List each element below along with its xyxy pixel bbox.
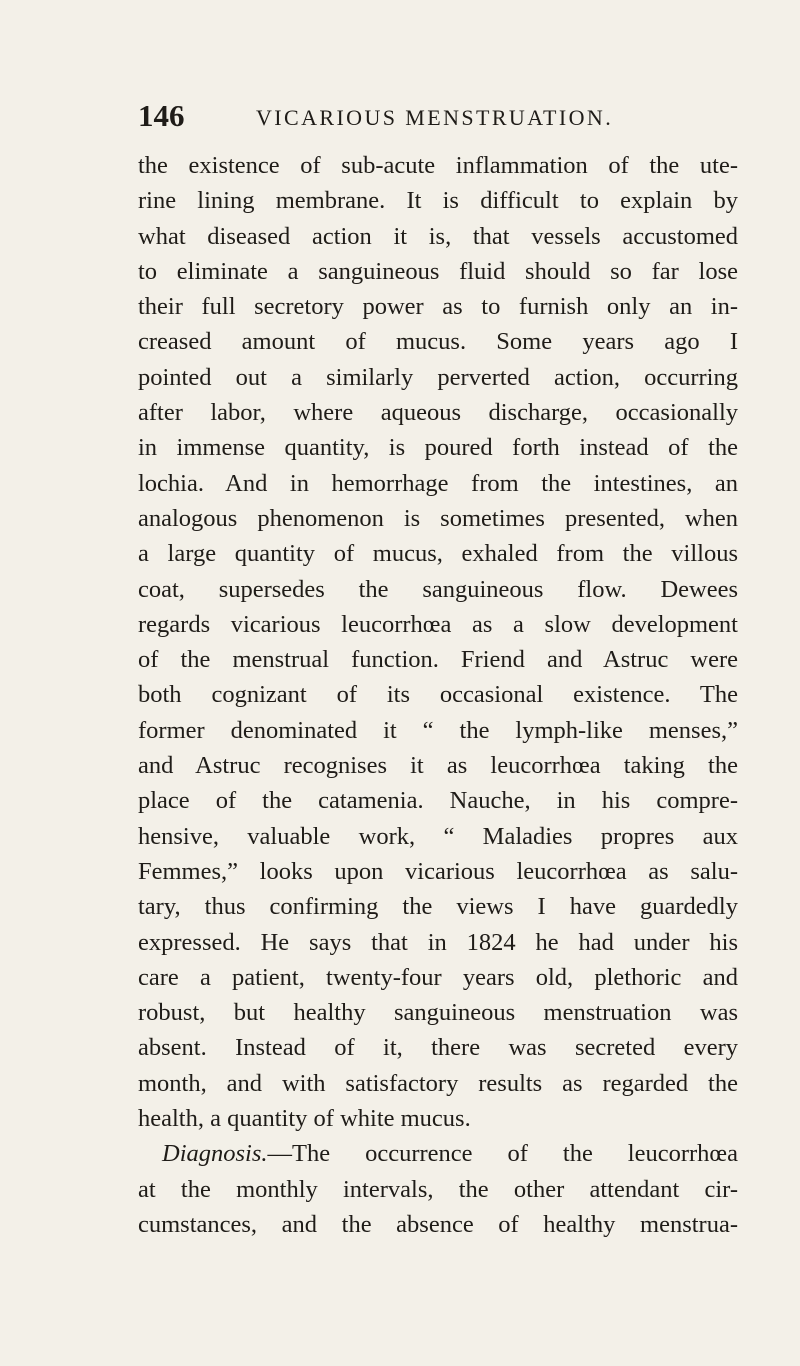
page-number: 146	[138, 98, 185, 133]
text-line: analogous phenomenon is sometimes presented, when	[138, 504, 738, 532]
running-head: VICARIOUS MENSTRUATION.	[256, 105, 614, 130]
text-line: robust, but healthy sanguineous menstruation was	[138, 999, 738, 1027]
text-line: care a patient, twenty-four years old, plethoric and	[138, 963, 738, 991]
text-line: and Astruc recognises it as leucorrhœa taking the	[138, 752, 738, 780]
text-line: cumstances, and the absence of healthy menstrua-	[138, 1210, 738, 1238]
text-line: expressed. He says that in 1824 he had under his	[138, 928, 738, 956]
text-line: both cognizant of its occasional existence. The	[138, 681, 738, 709]
text-line: what diseased action it is, that vessels accustomed	[138, 222, 738, 250]
text-line: at the monthly intervals, the other attendant cir-	[138, 1175, 738, 1203]
text-line: their full secretory power as to furnish only an in-	[138, 293, 738, 321]
text-line: tary, thus confirming the views I have guardedly	[138, 893, 738, 921]
text-line: hensive, valuable work, “ Maladies propres aux	[138, 822, 738, 850]
text-line: regards vicarious leucorrhœa as a slow development	[138, 610, 738, 638]
text-line: absent. Instead of it, there was secreted every	[138, 1034, 738, 1062]
page-header	[138, 96, 738, 136]
text-line: creased amount of mucus. Some years ago I	[138, 328, 738, 356]
text-line: health, a quantity of white mucus.	[138, 1105, 471, 1133]
text-line: after labor, where aqueous discharge, occasionally	[138, 399, 738, 427]
diagnosis-line	[138, 1136, 738, 1171]
text-line: former denominated it “ the lymph-like menses,”	[138, 716, 738, 744]
text-line: coat, supersedes the sanguineous flow. Dewees	[138, 575, 738, 603]
text-line: in immense quantity, is poured forth instead of the	[138, 434, 738, 462]
text-line: rine lining membrane. It is difficult to explain by	[138, 187, 738, 215]
text-line: to eliminate a sanguineous fluid should so far lose	[138, 257, 738, 285]
text-line: the existence of sub-acute inflammation of the ute-	[138, 152, 738, 179]
diagnosis-text: —The occurrence of the leucorrhœa	[267, 1140, 738, 1168]
text-line: lochia. And in hemorrhage from the intestines, an	[138, 469, 738, 497]
diagnosis-heading: Diagnosis.	[162, 1140, 268, 1168]
body-text	[138, 148, 738, 1242]
text-line: place of the catamenia. Nauche, in his compre-	[138, 787, 738, 815]
text-line: of the menstrual function. Friend and Astruc were	[138, 646, 738, 674]
text-line: a large quantity of mucus, exhaled from the villous	[138, 540, 738, 568]
text-line: month, and with satisfactory results as regarded the	[138, 1069, 738, 1097]
text-line: pointed out a similarly perverted action, occurring	[138, 363, 738, 391]
text-line: Femmes,” looks upon vicarious leucorrhœa as salu-	[138, 857, 738, 885]
